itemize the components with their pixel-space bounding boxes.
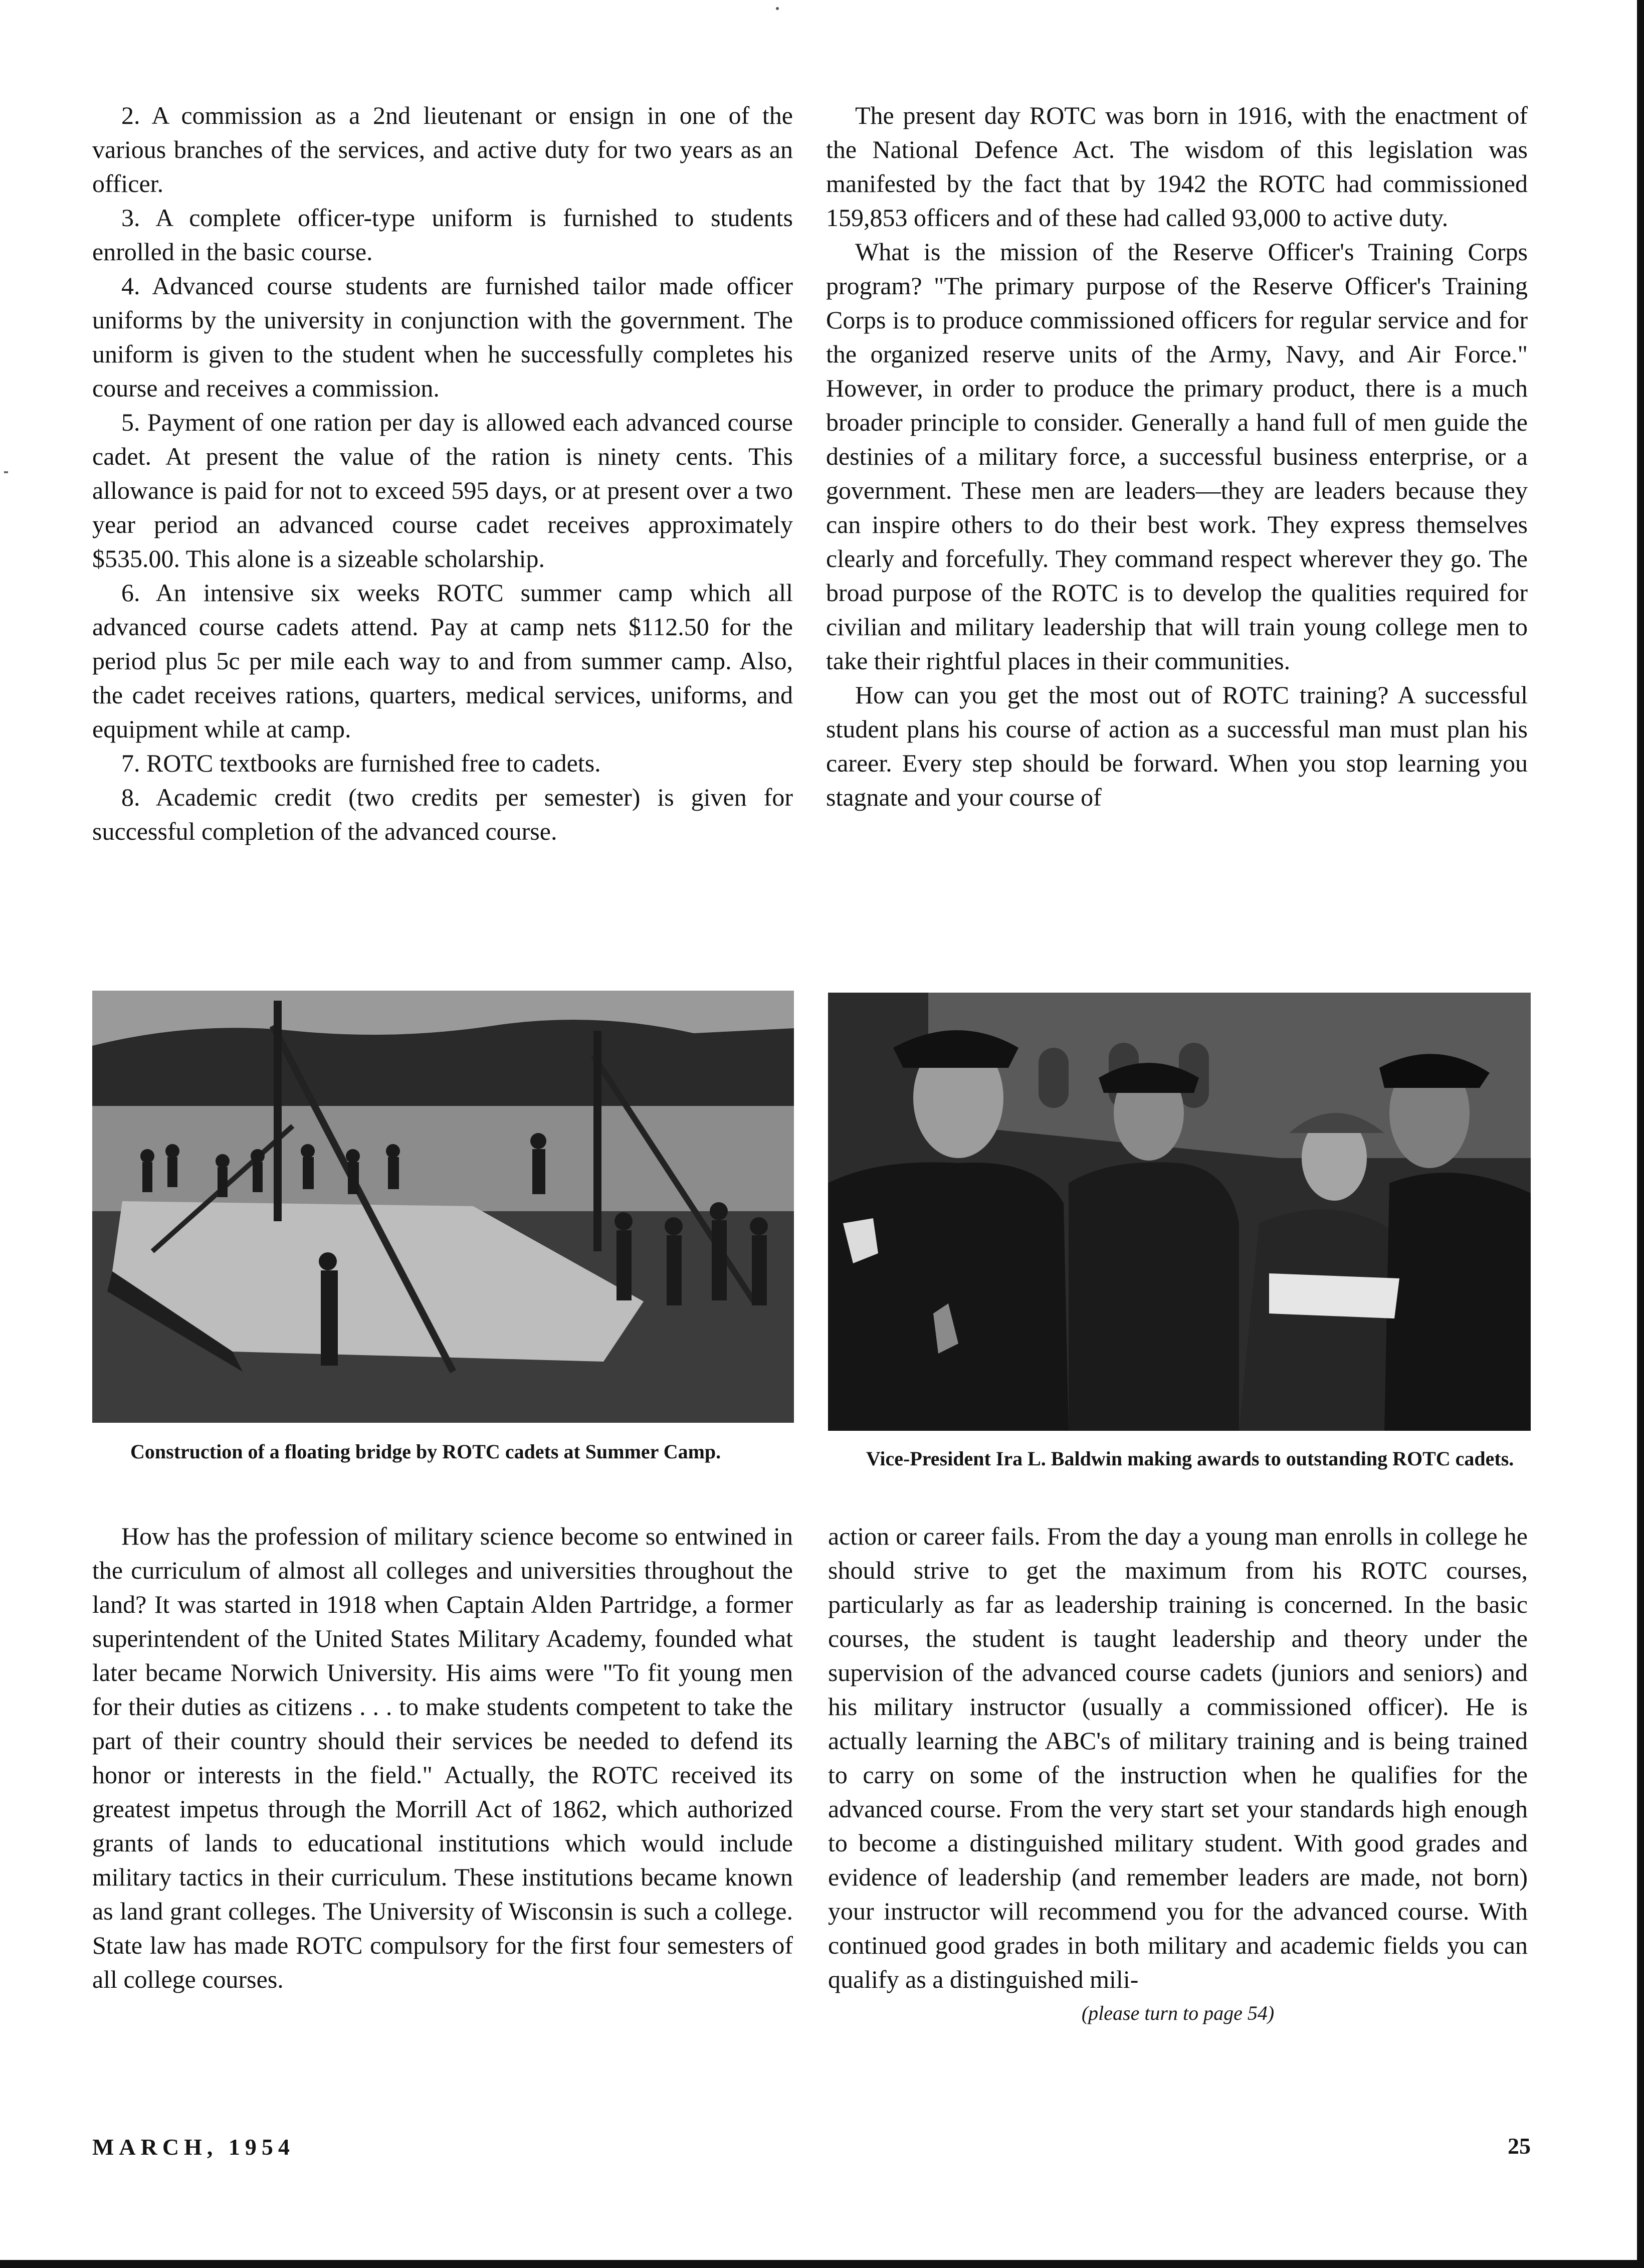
body-paragraph: The present day ROTC was born in 1916, with the enactment of the National Defence Act. The wisdom of this legislation was manifested by the fact that by 1942 the ROTC had commissioned 159,853 officers and of these had called 93,000 to active duty. <box>826 101 1528 232</box>
awards-ceremony-photo <box>828 993 1531 1431</box>
benefit-item: 6. An intensive six weeks ROTC summer camp which all advanced course cadets attend. Pay at camp nets $112.50 for the period plus 5c per mile each way to and from summer camp. Also, the cadet receives rations, quarters, medical services, uniforms, and equipment while at camp. <box>92 579 793 743</box>
body-paragraph: How has the profession of military science become so entwined in the curriculum of almost all colleges and universities throughout the land? It was started in 1918 when Captain Alden Partridge, a former superintendent of the United States Military Academy, founded what later became Norwich University. His aims were "To fit young men for their duties as citizens . . . to make students competent to take the part of their country should their services be needed to defend its honor or interests in the field." Actually, the ROTC received its greatest impetus through the Morrill Act of 1862, which authorized grants of lands to educational institutions which would include military tactics in their curriculum. These institutions became known as land grant colleges. The University of Wisconsin is such a college. State law has made ROTC compulsory for the first four semesters of all college courses. <box>92 1522 793 1993</box>
column-bottom-right <box>828 1519 1528 2030</box>
benefit-item: 8. Academic credit (two credits per semester) is given for successful completion of the advanced course. <box>92 783 793 845</box>
scan-speck <box>776 7 779 10</box>
column-top-left <box>92 98 793 848</box>
page-number: 25 <box>1508 2133 1531 2159</box>
benefit-item: 2. A commission as a 2nd lieutenant or ensign in one of the various branches of the services, and active duty for two years as an officer. <box>92 101 793 198</box>
body-paragraph: How can you get the most out of ROTC training? A successful student plans his course of action as a successful man must plan his career. Every step should be forward. When you stop learning you stagnate and your course of <box>826 681 1528 811</box>
scan-border-right <box>1637 0 1644 2268</box>
continuation-note: (please turn to page 54) <box>1081 2002 1275 2024</box>
scan-mark <box>4 471 8 473</box>
benefit-item: 5. Payment of one ration per day is allowed each advanced course cadet. At present the value of the ration is ninety cents. This allowance is paid for not to exceed 595 days, or at present over a two year period an advanced course cadet receives approximately $535.00. This alone is a sizeable scholarship. <box>92 408 793 573</box>
bridge-photo-caption: Construction of a floating bridge by ROTC cadets at Summer Camp. <box>130 1440 721 1463</box>
benefit-item: 4. Advanced course students are furnished tailor made officer uniforms by the university in conjunction with the government. The uniform is given to the student when he successfully completes his course and receives a commission. <box>92 272 793 402</box>
body-paragraph: What is the mission of the Reserve Officer's Training Corps program? "The primary purpose of the Reserve Officer's Training Corps is to produce commissioned officers for regular service and for the organized reserve units of the Army, Navy, and Air Force." However, in order to produce the primary product, there is a much broader principle to consider. Generally a hand full of men guide the destinies of a military force, a successful business enterprise, or a government. These men are leaders—they are leaders because they can inspire others to do their best work. They express themselves clearly and forcefully. They command respect wherever they go. The broad purpose of the ROTC is to develop the qualities required for civilian and military leadership that will train young college men to take their rightful places in their communities. <box>826 238 1528 675</box>
issue-date: MARCH, 1954 <box>92 2134 295 2160</box>
benefit-item: 7. ROTC textbooks are furnished free to cadets. <box>121 749 601 777</box>
scan-border-bottom <box>0 2260 1644 2268</box>
column-top-right <box>826 98 1528 814</box>
column-bottom-left <box>92 1519 793 1996</box>
awards-photo-caption: Vice-President Ira L. Baldwin making awards to outstanding ROTC cadets. <box>866 1447 1514 1470</box>
body-paragraph: action or career fails. From the day a young man enrolls in college he should strive to get the maximum from his ROTC courses, particularly as far as leadership training is concerned. In the basic courses, the student is taught leadership and theory under the supervision of the advanced course cadets (juniors and seniors) and his military instructor (usually a commissioned officer). He is actually learning the ABC's of military training and is being trained to carry on some of the instruction when he qualifies for the advanced course. From the very start set your standards high enough to become a distinguished military student. With good grades and evidence of leadership (and remember leaders are made, not born) your instructor will recommend you for the advanced course. With continued good grades in both military and academic fields you can qualify as a distinguished mili- <box>828 1522 1528 1993</box>
floating-bridge-photo <box>92 991 794 1423</box>
benefit-item: 3. A complete officer-type uniform is furnished to students enrolled in the basic course. <box>92 204 793 266</box>
